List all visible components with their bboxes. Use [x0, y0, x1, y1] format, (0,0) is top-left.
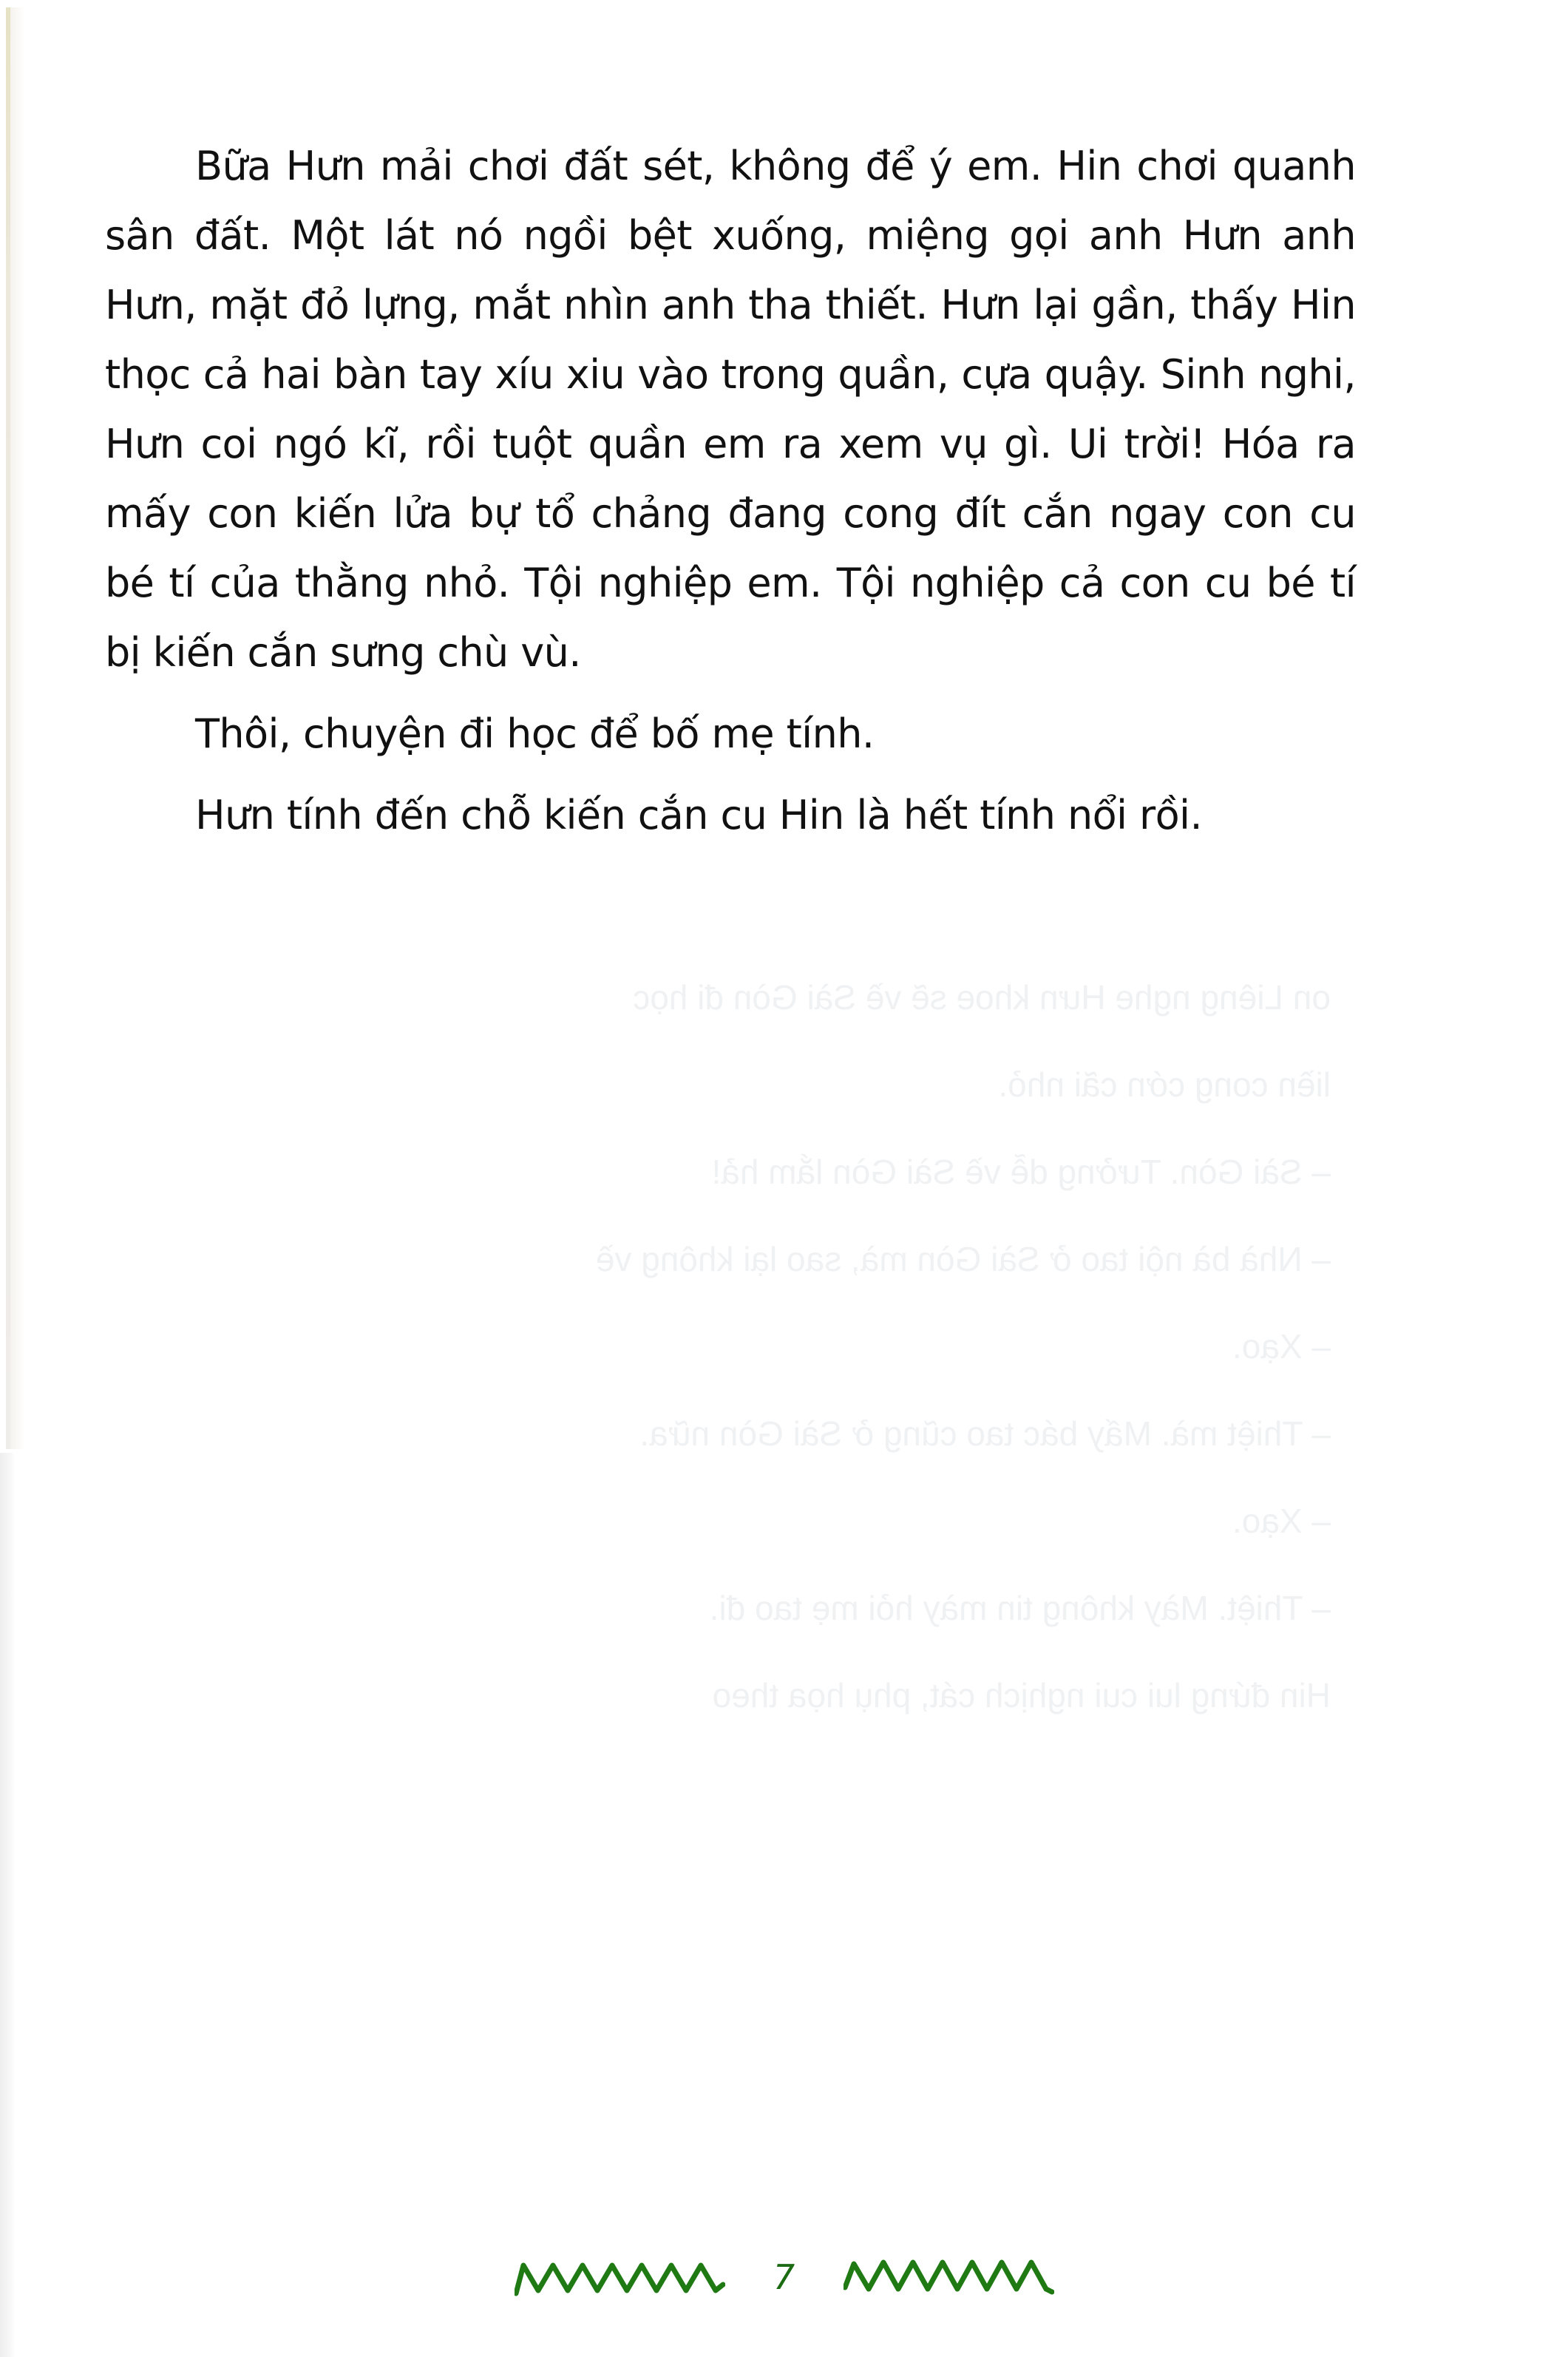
body-text: [105, 132, 1356, 850]
bleed-line: – Xạo.: [1232, 1327, 1331, 1366]
paragraph-3: Hưn tính đến chỗ kiến cắn cu Hin là hết tính nổi rồi.: [195, 792, 1203, 838]
zigzag-ornament-right-icon: [844, 2255, 1054, 2299]
zigzag-ornament-left-icon: [515, 2255, 725, 2299]
page-edge-shadow-lower: [0, 1453, 15, 2357]
bleed-line: – Nhà bà nội tao ở Sài Gòn mà, sao lại không về: [595, 1240, 1331, 1278]
bleed-line: – Thiệt mà. Mấy bác tao cũng ở Sài Gòn nữa.: [639, 1414, 1331, 1453]
paragraph-1: Bữa Hưn mải chơi đất sét, không để ý em. Hin chơi quanh sân đất. Một lát nó ngồi bệt xuống, miệng gọi anh Hưn anh Hưn, mặt đỏ lựng, mắt nhìn anh tha thiết. Hưn lại gần, thấy Hin thọc cả hai bàn tay xíu xiu vào trong quần, cựa quậy. Sinh nghi, Hưn coi ngó kĩ, rồi tuột quần em ra xem vụ gì. Ui trời! Hóa ra mấy con kiến lửa bự tổ chảng đang cong đít cắn ngay con cu bé tí của thằng nhỏ. Tội nghiệp em. Tội nghiệp cả con cu bé tí bị kiến cắn sưng chù vù.: [105, 143, 1356, 676]
bleed-through-text: [111, 954, 1331, 1739]
bleed-line: Hin đứng lui cui nghịch cát, phụ họa theo: [712, 1676, 1331, 1715]
page-footer: [0, 2248, 1568, 2307]
bleed-line: on Liêng nghe Hưn khoe sẽ về Sài Gòn đi học: [633, 978, 1331, 1017]
bleed-line: – Xạo.: [1232, 1502, 1331, 1540]
page-number: 7: [773, 2257, 795, 2297]
paragraph-2: Thôi, chuyện đi học để bố mẹ tính.: [195, 711, 875, 757]
bleed-line: – Thiệt. Mày không tin mày hỏi mẹ tao đi.: [709, 1589, 1331, 1627]
bleed-line: liền cong cớn cãi nhỏ.: [998, 1065, 1331, 1104]
bleed-line: – Sài Gòn. Tưởng dễ về Sài Gòn lắm hả!: [711, 1153, 1331, 1191]
page-edge-shadow: [10, 7, 25, 1449]
